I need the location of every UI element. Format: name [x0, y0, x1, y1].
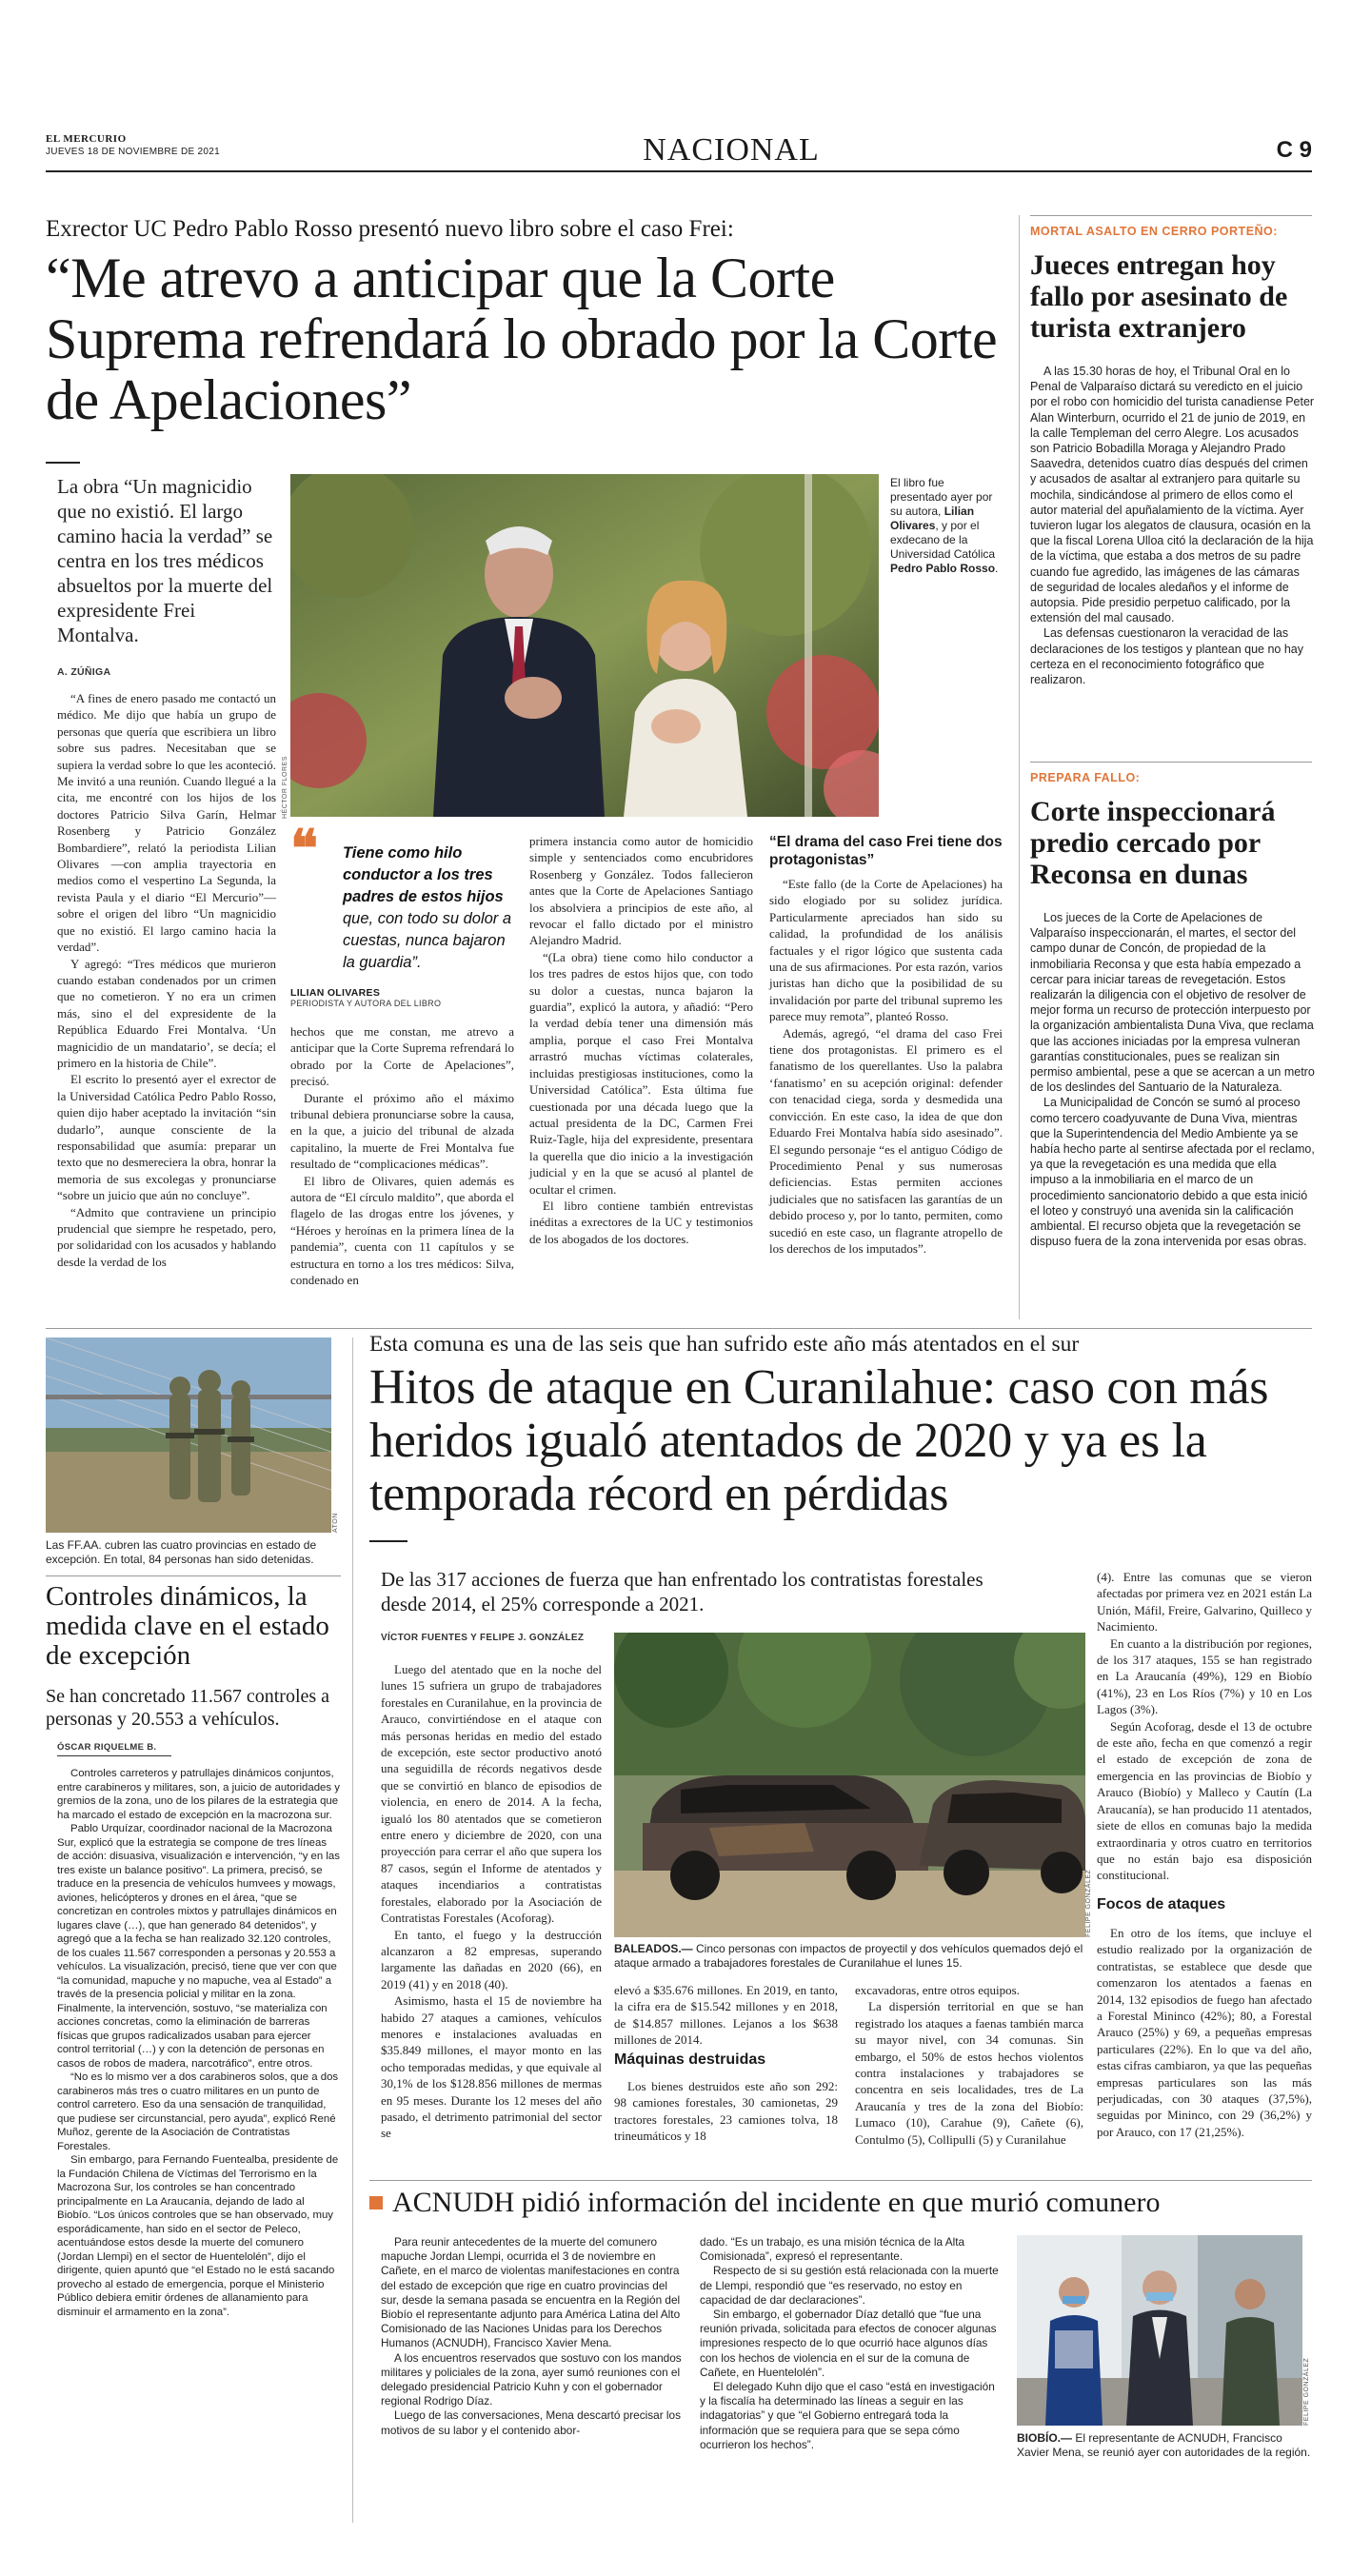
rosso-photo-credit: HÉCTOR FLORES: [282, 756, 288, 819]
soldiers-photo: [46, 1338, 331, 1533]
rosso-body-col1: [57, 690, 276, 1270]
rosso-caption-mid: , y por el exdecano de la Universidad Católica: [890, 519, 996, 561]
acnudh-headline: ACNUDH pidió información del incidente en que murió comunero: [392, 2187, 1161, 2218]
acnudh-body-col2: [700, 2235, 1003, 2452]
curanilahue-col3-p1: excavadoras, entre otros equipos.: [855, 1983, 1020, 1997]
acnudh-col1-p3: Luego de las conversaciones, Mena descartó precisar los motivos de su labor y el contenido abor-: [381, 2408, 681, 2437]
curanilahue-col1-p1: Luego del atentado que en la noche del lunes 15 sufriera un grupo de trabajadores forestales en Curanilahue, en la provincia de Arauco, convirtiéndose en el ataque con más personas heridas en medio del estado de excepción, este sector productivo anotó una seguidilla de récords negativos desde que se convirtió en blanco de episodios de violencia, en enero de 2014. A la fecha, igualó los 80 atentados que se cometieron entre enero y diciembre de 2020, con una proyección para cerrar el año que supera los 87 casos, según el Informe de atentados y ataques incendiarios a contratistas forestales, elaborado por la Asociación de Contratistas Forestales (Acoforag).: [381, 1662, 602, 1926]
acnudh-photo-caption: [1017, 2431, 1312, 2460]
soldiers-photo-caption: Las FF.AA. cubren las cuatro provincias en estado de excepción. En total, 84 personas han sido detenidas.: [46, 1538, 317, 1566]
rosso-col3-p2: “(La obra) tiene como hilo conductor a los tres padres de estos hijos que, con todo su dolor a cuestas, nunca bajaron la guardia”, explicó la autora, y añadió: “Pero la verdad debía tener una dimensión más amplia, porque el caso Frei Montalva arrastró muchas víctimas colaterales, incluidas prestigiosas instituciones, como la Universidad Católica”. Esta última fue cuestionada por una década luego que la actual presidenta de la DC, Carmen Frei Ruiz-Tagle, hija del expresidente, presentara la querella que dio inicio a la investigación judicial y en la que se acusó al plantel de ocultar el crimen.: [529, 949, 753, 1197]
curanilahue-body-col4: [1097, 1569, 1312, 1884]
burned-cars-photo-image: [614, 1633, 1085, 1937]
quote-text-bold: Tiene como hilo conductor a los tres padres de estos hijos: [343, 844, 504, 905]
acnudh-col2-p4: El delegado Kuhn dijo que el caso “está en investigación y la fiscalía ha determinado las líneas a seguir en las indagatorias” y que “el Gobierno entregará toda la información que se requiera para que se sepa cómo ocurrieron los hechos”.: [700, 2380, 995, 2451]
curanilahue-body-col2: [614, 1982, 838, 2049]
curanilahue-col4-p3: Según Acoforag, desde el 13 de octubre de este año, fecha en que comenzó a regir el estado de excepción de zona de emergencia en las provincias de Biobío y Arauco (Biobío) y Malleco y Cautín (La Araucanía), se han producido 11 atentados, siete de ellos en comunas bajo la medida extraordinaria y otros cuatro en territorios que no están bajo esa disposición constitucional.: [1097, 1718, 1312, 1883]
rosso-byline: A. ZÚÑIGA: [57, 666, 111, 678]
controles-p3: “No es lo mismo ver a dos carabineros solos, que a dos carabineros más tres o cuatro militares en un punto de control carretero. Eso da una sensación de tranquilidad, que pudiese ser circunstancial, pero ayuda”, explicó René Muñoz, gerente de la Asociación de Contratistas Forestales.: [57, 2071, 339, 2152]
rosso-body-col2: [290, 1023, 514, 1289]
rosso-photo-image: [290, 474, 879, 817]
curanilahue-body-col4b: [1097, 1925, 1312, 2140]
acnudh-col2-p1: dado. “Es un trabajo, es una misión técnica de la Alta Comisionada”, expresó el representante.: [700, 2235, 965, 2264]
curanilahue-deck: De las 317 acciones de fuerza que han enfrentado los contratistas forestales desde 2014, el 25% corresponde a 2021.: [381, 1568, 984, 1615]
acnudh-top-rule: [369, 2180, 1312, 2181]
controles-p4: Sin embargo, para Fernando Fuentealba, presidente de la Fundación Chilena de Víctimas del Terrorismo en la Macrozona Sur, los controles se han concentrado principalmente en La Araucanía, dejando de lado al Biobío. “Los únicos controles que se han observado, muy esporádicamente, han sido en el sector de Peleco, acentuándose estos desde la muerte del comunero (Jordan Llempi) en el sector de Huentelolén”, dijo el dirigente, quien apuntó que “el Estado no le está sacando provecho al estado de emergencia, porque el Ministerio Público debiera emitir órdenes de allanamiento para disminuir el armamento en la zona”.: [57, 2154, 339, 2318]
acnudh-marker-icon: [369, 2196, 383, 2209]
curanilahue-kicker: Esta comuna es una de las seis que han sufrido este año más atentados en el sur: [369, 1332, 1080, 1357]
rosso-col1-p2: Y agregó: “Tres médicos que murieron cuando estaban condenados por un crimen que no cometieron. Y no era un crimen más, sino el del expresidente de la República Eduardo Frei Montalva. ‘Un magnicidio de un mandatario’, se decía; el primero en la historia de Chile”.: [57, 956, 276, 1070]
curanilahue-col3-p2: La dispersión territorial en que se han registrado los ataques a faenas también marca su mayor nivel, con 34 comunas. Sin embargo, el 50% de estos hechos violentos contra instalaciones y trabajadores se concentra en seis localidades, tres de La Araucanía y tres de la zona del Biobío: Lumaco (10), Carahue (9), Cañete (6), Contulmo (5), Collipulli (5) y Curanilahue: [855, 1999, 1083, 2147]
section-rule: [46, 1328, 1312, 1329]
rosso-kicker: Exrector UC Pedro Pablo Rosso presentó nuevo libro sobre el caso Frei:: [46, 216, 734, 242]
rosso-col4-p1: “Este fallo (de la Corte de Apelaciones) ha sido elogiado por su solidez jurídica. Particularmente apreciados han sido su calidad, la profundidad de los análisis factuales y el rigor lógico que sustenta cada una de sus afirmaciones. Por esta razón, varios juristas han dicho que la posibilidad de su invalidación por parte del tribunal supremo les parece muy remota”, planteó Rosso.: [769, 877, 1003, 1024]
controles-p2: Pablo Urquízar, coordinador nacional de la Macrozona Sur, explicó que la estrategia se compone de tres líneas de acción: disuasiva, visualización e intervención, “y en las tres existe un balance positivo”. La primera, precisó, se traduce en la presencia de vehículos humvees y mowags, aviones, helicópteros y drones en el área, “que se concretizan en controles mixtos y patrullajes dinámicos en lugares clave (…), que han generado 84 detenidos”, y agregó que a la fecha se han realizado 32.120 controles, de los cuales 11.567 corresponden a personas y 20.553 a vehículos. La visualización, precisó, tiene que ver con que “la comunidad, mapuche y no mapuche, vea al Estado” a través de la presencia policial y militar en la zona. Finalmente, la intervención, sostuvo, “se materializa con acciones concretas, como la eliminación de barreras físicas que grupos radicalizados usaban para ejercer control territorial (…) y con la detención de personas en casos de robos de madera, narcotráfico”, entre otros.: [57, 1823, 340, 2070]
rosso-deck: La obra “Un magnicidio que no existió. El largo camino hacia la verdad” se centra en los tres médicos absueltos por la muerte del expresidente Frei Montalva.: [57, 475, 273, 646]
rosso-col2-p1: hechos que me constan, me atrevo a anticipar que la Corte Suprema refrendará lo obrado por la Corte de Apelaciones”, precisó.: [290, 1024, 514, 1089]
rosso-col3-p1: primera instancia como autor de homicidio simple y sentenciados como encubridores Rosenberg y González. Todos fallecieron antes que la Corte de Apelaciones Santiago los absolviera a principios de este año, al revocar el fallo dictado por el ministro Alejandro Madrid.: [529, 834, 753, 948]
curanilahue-col4-p2: En cuanto a la distribución por regiones, de los 317 ataques, 155 se han registrado en La Araucanía (49%), 129 en Biobío (41%), 23 en Los Ríos (7%) y 10 en Los Lagos (3%).: [1097, 1635, 1312, 1717]
rosso-col2-p2: Durante el próximo año el máximo tribunal debiera pronunciarse sobre la causa, en la que, a juicio del tribunal de alzada capitalino, la muerte de Frei Montalva fue resultado de “complicaciones médicas”.: [290, 1090, 514, 1172]
burned-cars-caption: [614, 1942, 1085, 1971]
sidebar2-p1: Los jueces de la Corte de Apelaciones de Valparaíso inspeccionarán, el martes, el sector del campo dunar de Concón, de propiedad de la inmobiliaria Reconsa y que esta había empezado a cercar para iniciar tareas de revegetación. Estos realizarán la diligencia con el objetivo de resolver de mejor forma un recurso de protección interpuesto por la organización ambientalista Duna Viva, que reclama que las acciones iniciadas por la empresa vulneran garantías constitucionales, pues se realizan sin permiso ambiental, pese a que se acercan a un metro de los deslindes del Santuario de la Naturaleza.: [1030, 911, 1315, 1095]
sidebar1-body: [1030, 364, 1316, 687]
rosso-headline: “Me atrevo a anticipar que la Corte Suprema refrendará lo obrado por la Corte de Apelaciones”: [46, 247, 998, 431]
curanilahue-deck-rule: [369, 1540, 407, 1542]
acnudh-photo: [1017, 2235, 1302, 2426]
curanilahue-col2b-p1: Los bienes destruidos este año son 292: 98 camiones forestales, 30 camionetas, 29 tractores forestales, 23 camiones tolva, 18 trineumáticos y 18: [614, 2079, 838, 2144]
curanilahue-subhead-2: Focos de ataques: [1097, 1896, 1226, 1912]
acnudh-col2-p3: Sin embargo, el gobernador Díaz detalló que “fue una reunión privada, solicitada para efectos de conocer algunas impresiones respecto de lo que ocurrió hace algunos días con los hechos de violencia en el sur de la comuna de Cañete, en Huentelolén”.: [700, 2308, 997, 2379]
rosso-col1-p1: “A fines de enero pasado me contactó un médico. Me dijo que había un grupo de personas que quería que escribiera un libro sobre sus padres. Necesitaban que se supiera la verdad sobre lo que les aconteció. Me invitó a una reunión. Cuando llegué a la cita, me encontré con los hijos de los doctores Patricio Silva Garín, Helmar Rosenberg y Patricio González Bombardiere”, relató la periodista Lilian Olivares —con amplia trayectoria en medios como el vespertino La Segunda, la revista Paula y el diario “El Mercurio”— sobre el origen del libro “Un magnicidio que no existió. El largo camino hacia la verdad”.: [57, 691, 276, 955]
controles-byline-rule: [57, 1755, 171, 1756]
rosso-col3-p3: El libro contiene también entrevistas inéditas a exrectores de la UC y testimonios de los abogados de los doctores.: [529, 1198, 753, 1246]
paper-name: EL MERCURIO: [46, 133, 127, 145]
curanilahue-col2-p1: elevó a $35.676 millones. En 2019, en tanto, la cifra era de $15.542 millones y en 2018, de $14.857 millones. Lejanos a los $638 millones de 2014.: [614, 1983, 838, 2048]
rosso-body-col3: [529, 833, 753, 1247]
acnudh-photo-credit: FELIPE GONZÁLEZ: [1303, 2357, 1310, 2426]
curanilahue-body-col3: [855, 1982, 1083, 2148]
burned-cars-caption-text: Cinco personas con impactos de proyectil y dos vehículos quemados dejó el ataque armado a trabajadores forestales de Curanilahue el lunes 15.: [614, 1942, 1083, 1970]
rosso-caption-name2: Pedro Pablo Rosso: [890, 562, 996, 575]
acnudh-photo-image: [1017, 2235, 1302, 2426]
rosso-deck-marker: [46, 462, 80, 464]
page-number: C 9: [1276, 137, 1312, 163]
acnudh-col1-p1: Para reunir antecedentes de la muerte del comunero mapuche Jordan Llempi, ocurrida el 3 de noviembre en Cañete, en el marco de violentas manifestaciones en contra del estado de excepción que rige en cuatro provincias del sur, desde la semana pasada se encuentra en la Región del Biobío el representante adjunto para América Latina del Alto Comisionado de las Naciones Unidas para los Derechos Humanos (ACNUDH), Francisco Xavier Mena.: [381, 2235, 681, 2350]
quote-mark-icon: ❝: [290, 821, 319, 878]
acnudh-col2-p2: Respecto de si su gestión está relacionada con la muerte de Llempi, respondió que “es reservado, no estoy en capacidad de dar declaraciones”.: [700, 2264, 999, 2307]
rosso-caption-name1: Lilian Olivares: [890, 505, 975, 532]
controles-deck: Se han concretado 11.567 controles a personas y 20.553 a vehículos.: [46, 1686, 330, 1730]
acnudh-body-col1: [381, 2235, 684, 2438]
masthead-rule: [46, 170, 1312, 172]
rosso-photo-caption: [890, 476, 1003, 576]
curanilahue-body-col1: [381, 1661, 602, 2142]
rosso-subhead: “El drama del caso Frei tiene dos protagonistas”: [769, 834, 1003, 868]
controles-byline: ÓSCAR RIQUELME B.: [57, 1742, 157, 1753]
acnudh-caption-label: BIOBÍO.—: [1017, 2431, 1073, 2445]
rosso-caption-end: .: [995, 562, 999, 575]
sidebar1-p2: Las defensas cuestionaron la veracidad de las declaraciones de los testigos y plantean que no hay certeza en el reconocimiento fotográfico que realizaron.: [1030, 626, 1303, 687]
sidebar1-p1: A las 15.30 horas de hoy, el Tribunal Oral en lo Penal de Valparaíso dictará su veredicto en el juicio por el robo con homicidio del turista canadiense Peter Alan Winterburn, ocurrido el 21 de junio de 2019, en la calle Templeman del cerro Alegre. Los acusados son Patricio Bobadilla Moraga y Alejandro Prado Saavedra, detenidos cuatro días después del crimen y acusados de asaltar al extranjero para quitarle su mochila, sindicándose al primero de ellos como el autor material del apuñalamiento de la víctima. Ayer tuvieron lugar los alegatos de clausura, ocasión en la que la fiscal Lorena Ulloa citó la declaración de la hija de la víctima, que estaba a dos metros de su padre cuando fue agredido, las imágenes de las cámaras de seguridad de locales aledaños y el informe de autopsia. Pide presidio perpetuo calificado, por la extensión del mal causado.: [1030, 365, 1315, 625]
sidebar2-top-rule: [1030, 762, 1312, 763]
sidebar2-kicker: PREPARA FALLO:: [1030, 771, 1141, 784]
burned-cars-photo: [614, 1633, 1085, 1937]
controles-body: [57, 1767, 341, 2319]
rosso-pull-quote: [290, 821, 514, 1008]
rosso-caption-pre: El libro fue presentado ayer por su autora,: [890, 476, 993, 518]
sidebar1-headline: Jueces entregan hoy fallo por asesinato de turista extranjero: [1030, 249, 1288, 344]
quote-text-rest: que, con todo su dolor a cuestas, nunca bajaron la guardia”.: [343, 910, 512, 971]
section-name: NACIONAL: [643, 132, 820, 168]
burned-cars-photo-credit: FELIPE GONZÁLEZ: [1085, 1869, 1092, 1937]
rosso-body-col4: [769, 876, 1003, 1257]
acnudh-col1-p2: A los encuentros reservados que sostuvo con los mandos militares y policiales de la zona, ayer sumó reuniones con el delegado presidencial Patricio Kuhn y con el gobernador regional Rodrigo Díaz.: [381, 2350, 682, 2408]
curanilahue-col4-p1: (4). Entre las comunas que se vieron afectadas por primera vez en 2021 están La Unión, Máfil, Freire, Galvarino, Quilleco y Nacimiento.: [1097, 1570, 1312, 1635]
soldiers-photo-credit: ATON: [332, 1513, 339, 1533]
rosso-col2-p3: El libro de Olivares, quien además es autora de “El círculo maldito”, que aborda el flagelo de las drogas entre los jóvenes, y “Héroes y heroínas en la primera línea de la pandemia”, cuenta con 11 capítulos y se estructura en torno a los tres médicos: Silva, condenado en: [290, 1173, 514, 1288]
sidebar2-headline: Corte inspeccionará predio cercado por Reconsa en dunas: [1030, 796, 1276, 890]
sidebar1-top-rule: [1030, 215, 1312, 216]
masthead: [46, 133, 1312, 168]
rosso-photo: [290, 474, 879, 817]
rosso-col4-p2: Además, agregó, “el drama del caso Frei tiene dos protagonistas. El primero es el fanatismo de los querellantes. Uso la palabra ‘fanatismo’ en su acepción original: defender con tenacidad ciega, sorda y desmedida una convicción. En este caso, la idea de que don Eduardo Frei Montalva había sido asesinado”. El segundo personaje “es el antiguo Código de Procedimiento Penal y sus numerosas deficiencias. Estas permiten acciones judiciales que no satisfacen las garantías de un debido proceso y, por lo tanto, permiten, como sucedió en este caso, un flagrante atropello de los derechos de los imputados”.: [769, 1025, 1003, 1256]
issue-date: JUEVES 18 DE NOVIEMBRE DE 2021: [46, 147, 220, 157]
acnudh-caption-text: El representante de ACNUDH, Francisco Xavier Mena, se reunió ayer con autoridades de la región.: [1017, 2431, 1311, 2459]
quote-author: LILIAN OLIVARES: [290, 987, 381, 999]
controles-headline: Controles dinámicos, la medida clave en el estado de excepción: [46, 1581, 329, 1671]
curanilahue-headline: Hitos de ataque en Curanilahue: caso con más heridos igualó atentados de 2020 y ya es la temporada récord en pérdidas: [369, 1360, 1269, 1521]
quote-role: PERIODISTA Y AUTORA DEL LIBRO: [290, 999, 442, 1008]
curanilahue-col4b-p1: En otro de los ítems, que incluye el estudio realizado por la organización de contratistas, se establece que desde que comenzaron los atentados a faenas en 2014, 132 episodios de fuego han afectado a Forestal Mininco (42%); 80, a Forestal Arauco (25%) y 69, a pequeñas empresas particulares (22%). En lo que va del año, estas cifras cambiaron, ya que las pequeñas empresas particulares son las más perjudicadas, con 30 ataques (37,5%), seguidas por Mininco, con 29 (36,2%) y por Arauco, con 17 (21,25%).: [1097, 1926, 1312, 2139]
rosso-col1-p3: El escrito lo presentó ayer el exrector de la Universidad Católica Pedro Pablo Rosso, quien dijo haber aceptado la invitación “sin dudarlo”, aunque consciente de la responsabilidad que asumía: preparar un texto que no desmereciera la obra, honrar la memoria de sus excolegas y pronunciarse “sobre un juicio que aún no concluye”.: [57, 1072, 276, 1203]
sidebar2-p2: La Municipalidad de Concón se sumó al proceso como tercero coadyuvante de Duna Viva, mientras que la Superintendencia del Medio Ambiente ya se había hecho parte al sentirse afectada por el reclamo, ya que la revegetación es una medida que ella impuso a la inmobiliaria en el marco de un procedimiento sancionatorio debido a que esta inició el loteo y construyó una avenida sin la calificación ambiental. El recurso objeta que la revegetación se dispuso fuera de la zona intervenida por esas obras.: [1030, 1096, 1315, 1249]
sidebar1-kicker: MORTAL ASALTO EN CERRO PORTEÑO:: [1030, 225, 1278, 238]
quote-text: [343, 842, 514, 974]
controles-p1: Controles carreteros y patrullajes dinámicos conjuntos, entre carabineros y militares, son, a juicio de autoridades y gremios de la zona, uno de los pilares de la estrategia que ha marcado el estado de excepción en la macrozona sur.: [57, 1768, 340, 1821]
sidebar-divider: [1019, 215, 1020, 1319]
curanilahue-col1-p3: Asimismo, hasta el 15 de noviembre ha habido 27 ataques a camiones, vehículos menores e instalaciones avaluadas en $35.849 millones, el mayor monto en las ocho temporadas medidas, y que equivale al 30,1% de los $128.856 millones de mermas en 95 meses. Durante los 12 meses del año pasado, el detrimento patrimonial del sector se: [381, 1993, 602, 2141]
controles-top-rule: [46, 1575, 341, 1576]
curanilahue-byline: VÍCTOR FUENTES Y FELIPE J. GONZÁLEZ: [381, 1633, 585, 1643]
burned-cars-caption-label: BALEADOS.—: [614, 1942, 693, 1955]
curanilahue-body-col2b: [614, 2078, 838, 2145]
soldiers-photo-image: [46, 1338, 331, 1533]
sidebar2-body: [1030, 910, 1316, 1249]
curanilahue-col1-p2: En tanto, el fuego y la destrucción alcanzaron a 82 empresas, superando largamente las dañadas en 2020 (66), en 2019 (41) y en 2018 (40).: [381, 1927, 602, 1991]
rosso-col1-p4: “Admito que contraviene un principio prudencial que siempre he respetado, pero, por solidaridad con los acusados y hablando desde la verdad de los: [57, 1204, 276, 1269]
curanilahue-subhead-1: Máquinas destruidas: [614, 2051, 766, 2068]
controles-divider: [352, 1338, 353, 2523]
